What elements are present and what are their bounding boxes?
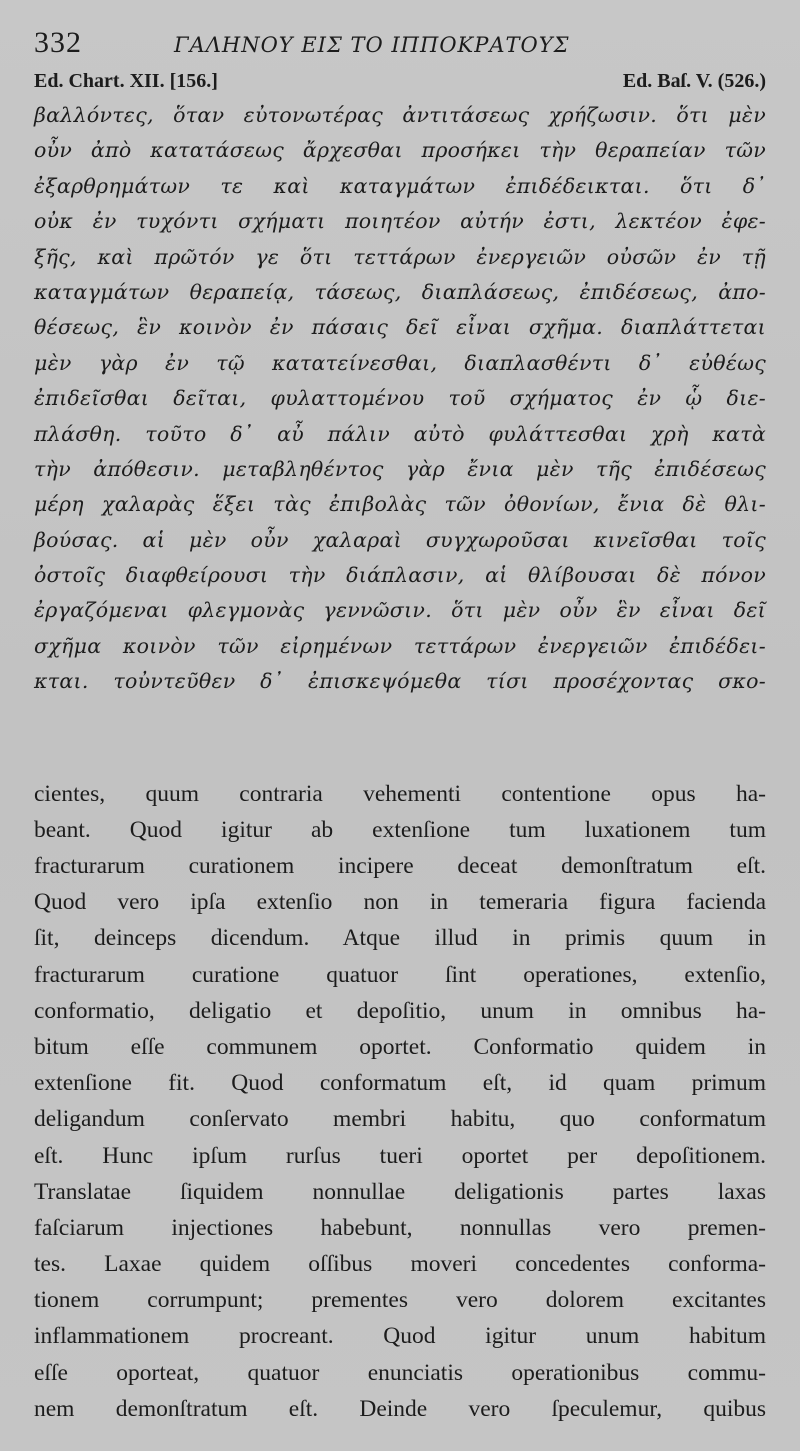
latin-text-line: tes. Laxae quidem oſſibus moveri concedentes conforma- [34,1251,766,1278]
greek-text-line: βούσας. αἱ μὲν οὖν χαλαραὶ συγχωροῦσαι κινεῖσθαι τοῖς [34,527,766,552]
greek-text-line: σχῆμα κοινὸν τῶν εἰρημένων τεττάρων ἐνεργειῶν ἐπιδέδει- [34,633,766,658]
latin-text-line: faſciarum injectiones habebunt, nonnullas vero premen- [34,1214,766,1241]
column-gap [34,700,766,776]
greek-text-line: οὐκ ἐν τυχόντι σχήματι ποιητέον αὐτήν ἐστι, λεκτέον ἐφε- [34,209,766,234]
greek-text-line: κται. τοὐντεῦθεν δ᾽ ἐπισκεψόμεθα τίσι προσέχοντας σκο- [34,669,766,694]
greek-text-block [34,98,766,700]
latin-text-line: fracturarum curationem incipere deceat demonſtratum eſt. [34,853,766,880]
latin-text-line: eſt. Hunc ipſum rurſus tueri oportet per depoſitionem. [34,1142,766,1169]
latin-text-line: inflammationem procreant. Quod igitur unum habitum [34,1323,766,1350]
greek-text-line: ὀστοῖς διαφθείρουσι τὴν διάπλασιν, αἱ θλίβουσαι δὲ πόνον [34,563,766,588]
greek-text-line: τὴν ἀπόθεσιν. μεταβληθέντος γὰρ ἔνια μὲν τῆς ἐπιδέσεως [34,456,766,481]
greek-text-line: καταγμάτων θεραπείᾳ, τάσεως, διαπλάσεως, ἐπιδέσεως, ἀπο- [34,279,766,304]
latin-text-line: tionem corrumpunt; prementes vero dolorem excitantes [34,1287,766,1314]
latin-text-block [34,776,766,1427]
running-title: ΓΑΛΗΝΟΥ ΕΙΣ ΤΟ ΙΠΠΟΚΡΑΤΟΥΣ [174,33,570,57]
greek-text-line: οὖν ἀπὸ κατατάσεως ἄρχεσθαι προσήκει τὴν θεραπείαν τῶν [34,138,766,163]
greek-text-line: πλάσθη. τοῦτο δ᾽ αὖ πάλιν αὐτὸ φυλάττεσθαι χρὴ κατὰ [34,421,766,446]
greek-text-line: ἐργαζόμεναι φλεγμονὰς γεννῶσιν. ὅτι μὲν οὖν ἓν εἶναι δεῖ [34,598,766,623]
greek-text-line: ἐξαρθρημάτων τε καὶ καταγμάτων ἐπιδέδεικται. ὅτι δ᾽ [34,173,766,198]
latin-text-line: eſſe oporteat, quatuor enunciatis operationibus commu- [34,1359,766,1386]
latin-text-line: conformatio, deligatio et depoſitio, unum in omnibus ha- [34,997,766,1024]
latin-text-line: Quod vero ipſa extenſio non in temeraria figura facienda [34,889,766,916]
greek-text-line: μὲν γὰρ ἐν τῷ κατατείνεσθαι, διαπλασθέντι δ᾽ εὐθέως [34,350,766,375]
latin-text-line: bitum eſſe communem oportet. Conformatio quidem in [34,1033,766,1060]
greek-text-line: βαλλόντες, ὅταν εὐτονωτέρας ἀντιτάσεως χρήζωσιν. ὅτι μὲν [34,103,766,127]
latin-text-line: Translatae ſiquidem nonnullae deligationis partes laxas [34,1178,766,1205]
greek-text-line: ξῆς, καὶ πρῶτόν γε ὅτι τεττάρων ἐνεργειῶν οὐσῶν ἐν τῇ [34,244,766,269]
latin-text-line: cientes, quum contraria vehementi contentione opus ha- [34,780,766,807]
latin-text-line: deligandum conſervato membri habitu, quo conformatum [34,1106,766,1133]
greek-text-line: μέρη χαλαρὰς ἕξει τὰς ἐπιβολὰς τῶν ὀθονίων, ἔνια δὲ θλι- [34,492,766,517]
edition-line [34,66,766,96]
latin-text-line: extenſione fit. Quod conformatum eſt, id quam primum [34,1070,766,1097]
edition-right: Ed. Baſ. V. (526.) [622,70,766,92]
latin-text-line: nem demonſtratum eſt. Deinde vero ſpeculemur, quibus [34,1395,766,1422]
greek-text-line: θέσεως, ἓν κοινὸν ἐν πάσαις δεῖ εἶναι σχῆμα. διαπλάττεται [34,315,766,340]
latin-text-line: beant. Quod igitur ab extenſione tum luxationem tum [34,816,766,843]
greek-text-line: ἐπιδεῖσθαι δεῖται, φυλαττομένου τοῦ σχήματος ἐν ᾧ διε- [34,386,766,411]
latin-text-line: fracturarum curatione quatuor ſint operationes, extenſio, [34,961,766,988]
latin-text-line: ſit, deinceps dicendum. Atque illud in primis quum in [34,925,766,952]
running-head [34,26,766,66]
edition-left: Ed. Chart. XII. [156.] [34,70,218,92]
page-number: 332 [34,26,82,59]
